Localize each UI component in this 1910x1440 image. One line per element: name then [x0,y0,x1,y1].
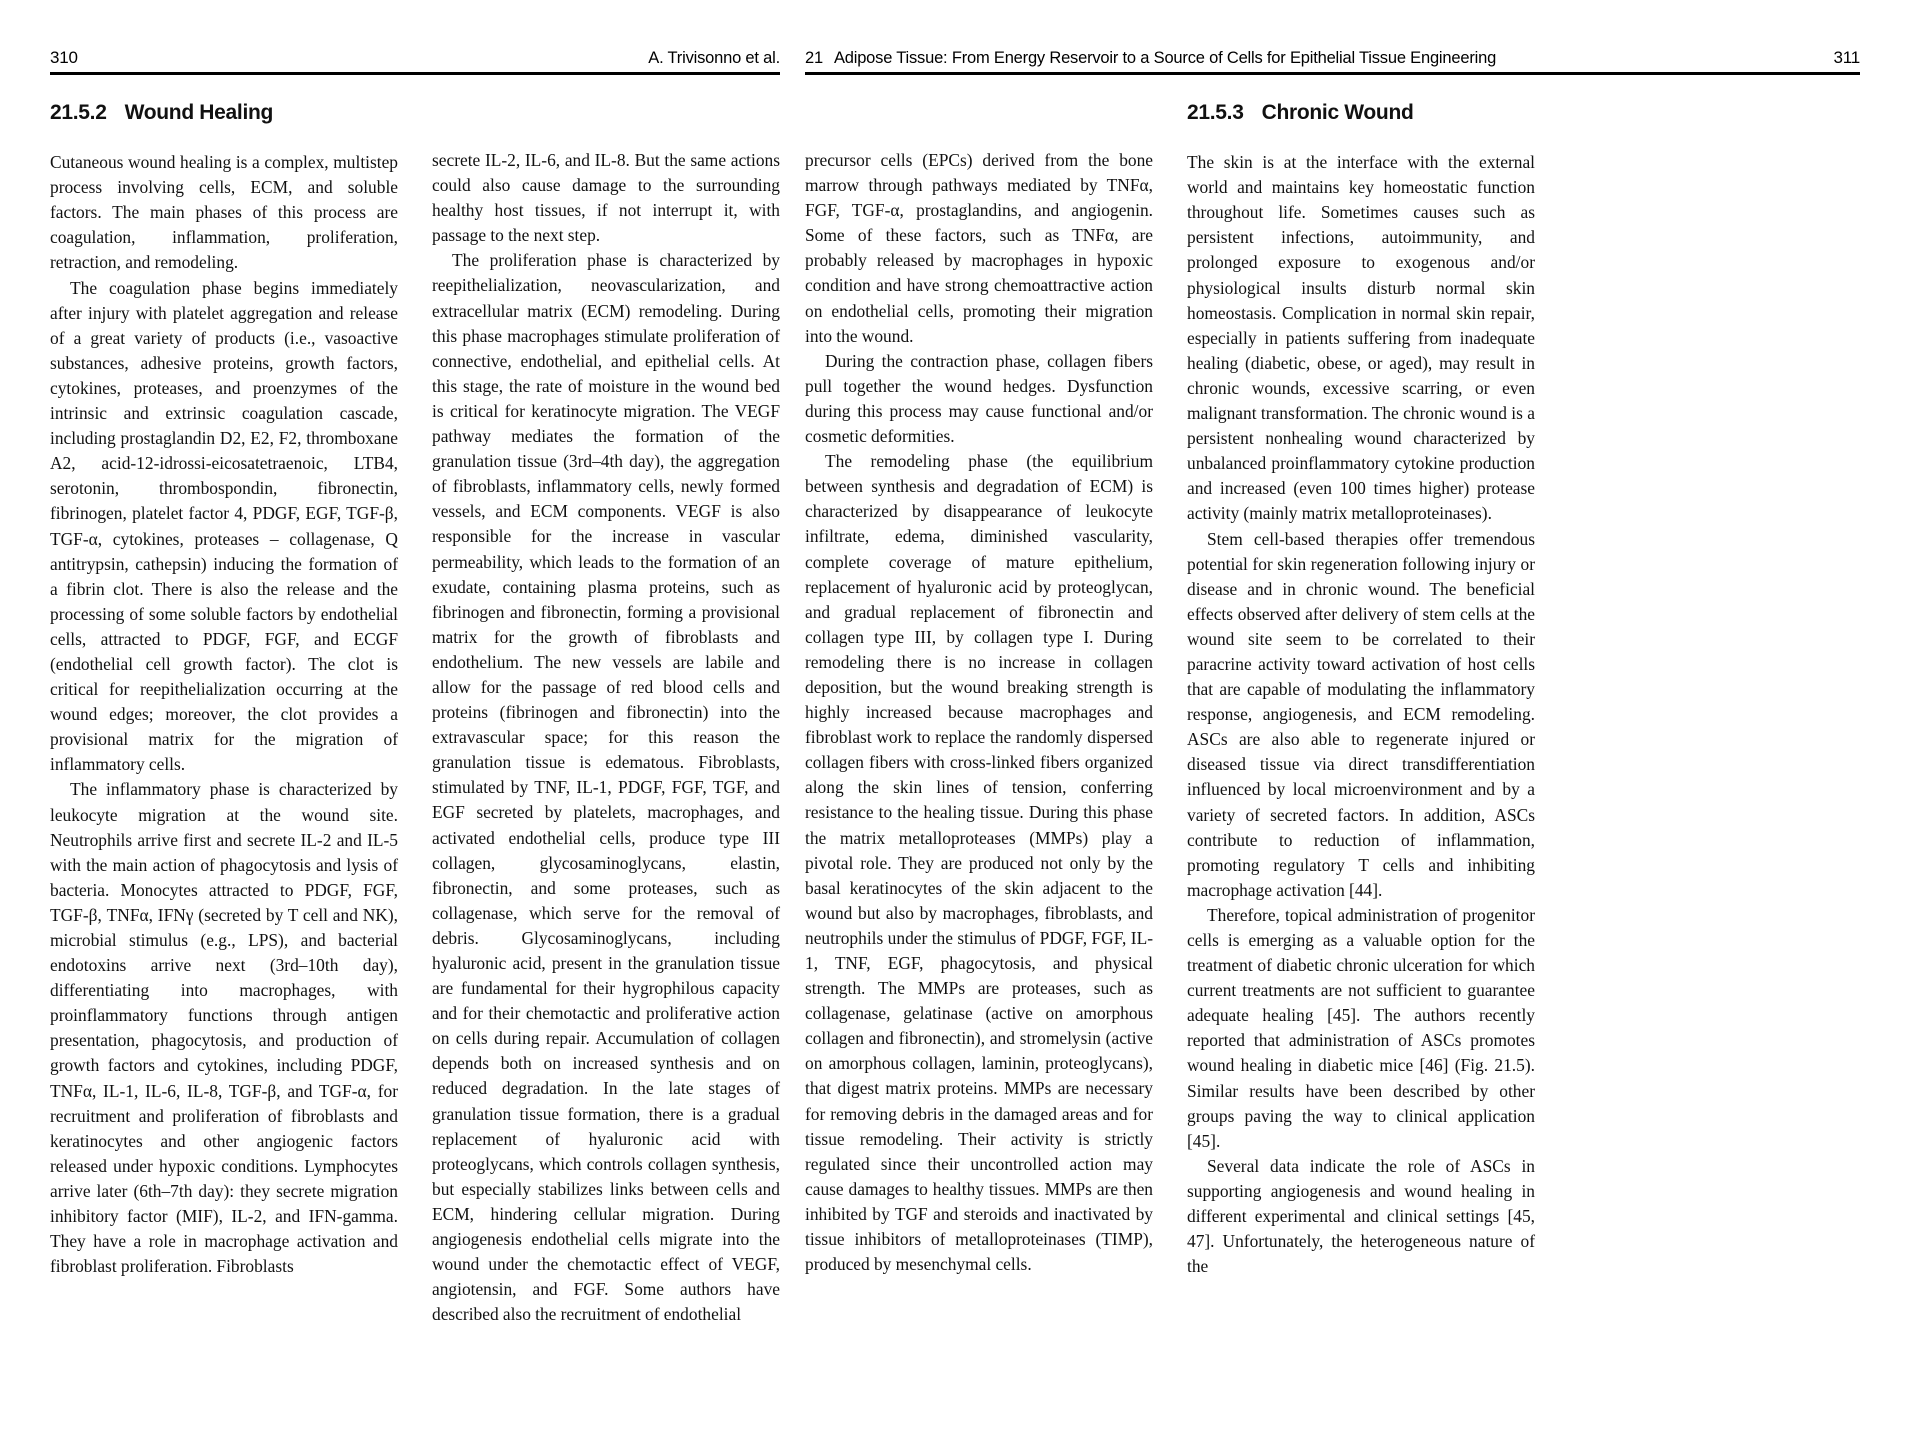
section-heading-21-5-2 [50,101,398,124]
column-top-spacer [805,101,1153,148]
page-number-right: 311 [1833,48,1860,67]
section-title: Wound Healing [124,101,274,124]
paragraph: Therefore, topical administration of progenitor cells is emerging as a valuable option for the treatment of diabetic chronic ulceration for which current treatments are not sufficient to guarantee adequate healing [45]. The authors recently reported that administration of ASCs promotes wound healing in diabetic mice [46] (Fig. 21.5). Similar results have been described by other groups paving the way to clinical application [45]. [1187,904,1535,1151]
running-head-chapter-title: Adipose Tissue: From Energy Reservoir to a Source of Cells for Epithelial Tissue Engineering [833,49,1497,67]
paragraph: Several data indicate the role of ASCs in supporting angiogenesis and wound healing in different experimental and clinical settings [45, 47]. Unfortunately, the heterogeneous nature of the [1187,1155,1535,1277]
chapter-number: 21 [805,49,823,67]
paragraph: The skin is at the interface with the external world and maintains key homeostatic function throughout life. Sometimes causes such as persistent infections, autoimmunity, and prolonged exposure to exogenous and/or physiological insults disturb normal skin homeostasis. Complication in normal skin repair, especially in patients suffering from inadequate healing (diabetic, obese, or aged), may result in chronic wounds, excessive scarring, or even malignant transformation. The chronic wound is a persistent nonhealing wound characterized by unbalanced proinflammatory cytokine production and increased (even 100 times higher) protease activity (mainly matrix metalloproteinases). [1187,152,1535,524]
section-title: Chronic Wound [1261,101,1414,124]
paragraph: secrete IL-2, IL-6, and IL-8. But the same actions could also cause damage to the surrounding healthy host tissues, if not interrupt it, with passage to the next step. [432,150,780,246]
paragraph: The remodeling phase (the equilibrium between synthesis and degradation of ECM) is characterized by disappearance of leukocyte infiltrate, edema, diminished vascularity, complete coverage of mature epithelium, replacement of hyaluronic acid by proteoglycan, and gradual replacement of fibronectin and collagen type III, by collagen type I. During remodeling there is no increase in collagen deposition, but the wound breaking strength is highly increased because macrophages and fibroblast work to replace the randomly dispersed collagen fibers with cross-linked fibers organized along the skin lines of tension, conferring resistance to the healing tissue. During this phase the matrix metalloproteases (MMPs) play a pivotal role. They are produced not only by the basal keratinocytes of the skin adjacent to the wound but also by macrophages, fibroblasts, and neutrophils under the stimulus of PDGF, FGF, IL-1, TNF, EGF, phagocytosis, and physical strength. The MMPs are proteases, such as collagenase, gelatinase (active on amorphous collagen and fibronectin), and stromelysin (active on amorphous collagen, laminin, proteoglycans), that digest matrix proteins. MMPs are necessary for removing debris in the damaged areas and for tissue remodeling. Their activity is strictly regulated since their uncontrolled action may cause damages to healthy tissues. MMPs are then inhibited by TGF and steroids and inactivated by tissue inhibitors of metalloproteinases (TIMP), produced by mesenchymal cells. [805,451,1153,1275]
column-top-spacer [432,101,780,148]
section-heading-21-5-3 [1187,101,1535,124]
paragraph: During the contraction phase, collagen fibers pull together the wound hedges. Dysfunction during this process may cause functional and/or cosmetic deformities. [805,350,1153,447]
column-right-2 [1187,101,1535,1279]
header-rule-right [805,72,1860,75]
paragraph: The proliferation phase is characterized by reepithelialization, neovascularization, and extracellular matrix (ECM) remodeling. During this phase macrophages stimulate proliferation of connective, endothelial, and epithelial cells. At this stage, the rate of moisture in the wound bed is critical for keratinocyte migration. The VEGF pathway mediates the formation of the granulation tissue (3rd–4th day), the aggregation of fibroblasts, inflammatory cells, newly formed vessels, and ECM components. VEGF is also responsible for the increase in vascular permeability, which leads to the formation of an exudate, containing plasma proteins, such as fibrinogen and fibronectin, forming a provisional matrix for the growth of fibroblasts and endothelium. The new vessels are labile and allow for the passage of red blood cells and proteins (fibrinogen and fibronectin) into the extravascular space; for this reason the granulation tissue is edematous. Fibroblasts, stimulated by TNF, IL-1, PDGF, FGF, TGF, and EGF secreted by platelets, macrophages, and activated endothelial cells, produce type III collagen, glycosaminoglycans, elastin, fibronectin, and some proteases, such as collagenase, which serve for the removal of debris. Glycosaminoglycans, including hyaluronic acid, present in the granulation tissue are fundamental for their hygrophilous capacity and for their chemotactic and proliferative action on cells during repair. Accumulation of collagen depends both on increased synthesis and on reduced degradation. In the late stages of granulation tissue formation, there is a gradual replacement of hyaluronic acid with proteoglycans, which controls collagen synthesis, but especially stabilizes links between cells and ECM, hindering cellular migration. During angiogenesis endothelial cells migrate into the wound under the chemotactic effect of VEGF, angiotensin, and FGF. Some authors have described also the recruitment of endothelial [432,250,780,1325]
column-left-2 [432,101,780,1327]
paragraph: Cutaneous wound healing is a complex, multistep process involving cells, ECM, and soluble factors. The main phases of this process are coagulation, inflammation, proliferation, retraction, and remodeling. [50,152,398,273]
paragraph: precursor cells (EPCs) derived from the bone marrow through pathways mediated by TNFα, FGF, TGF-α, prostaglandins, and angiogenin. Some of these factors, such as TNFα, are probably released by macrophages in hypoxic condition and have strong chemoattractive action on endothelial cells, promoting their migration into the wound. [805,150,1153,346]
page-right [790,0,1910,1440]
paragraph: Stem cell-based therapies offer tremendous potential for skin regeneration following injury or disease and in chronic wound. The beneficial effects observed after delivery of stem cells at the wound site seem to be correlated to their paracrine activity toward activation of host cells that are capable of modulating the inflammatory response, angiogenesis, and ECM remodeling. ASCs are also able to regenerate injured or diseased tissue via direct transdifferentiation influenced by local microenvironment and by a variety of secreted factors. In addition, ASCs contribute to reduction of inflammation, promoting regulatory T cells and inhibiting macrophage activation [44]. [1187,528,1535,900]
page-left [0,0,790,1440]
section-number: 21.5.2 [50,101,107,124]
columns-left [50,101,780,1327]
section-number: 21.5.3 [1187,101,1244,124]
running-head-right [805,28,1860,68]
column-right-1 [805,101,1153,1279]
page-number-left: 310 [50,48,78,67]
paragraph: The coagulation phase begins immediately after injury with platelet aggregation and release of a great variety of products (i.e., vasoactive substances, adhesive proteins, growth factors, cytokines, proteases, and proenzymes of the intrinsic and extrinsic coagulation cascade, including prostaglandin D2, E2, F2, thromboxane A2, acid-12-idrossi-eicosatetraenoic, LTB4, serotonin, thrombospondin, fibronectin, fibrinogen, platelet factor 4, PDGF, EGF, TGF-β, TGF-α, cytokines, proteases – collagenase, Q antitrypsin, cathepsin) inducing the formation of a fibrin clot. There is also the release and the processing of some soluble factors by endothelial cells, attracted to PDGF, FGF, and ECGF (endothelial cell growth factor). The clot is critical for reepithelialization occurring at the wound edges; moreover, the clot provides a provisional matrix for the migration of inflammatory cells. [50,277,398,775]
columns-right [805,101,1860,1279]
column-left-1 [50,101,398,1327]
header-rule-left [50,72,780,75]
running-head-left [50,28,780,68]
running-head-author: A. Trivisonno et al. [648,49,780,67]
paragraph: The inflammatory phase is characterized by leukocyte migration at the wound site. Neutrophils arrive first and secrete IL-2 and IL-5 with the main action of phagocytosis and lysis of bacteria. Monocytes attracted to PDGF, FGF, TGF-β, TNFα, IFNγ (secreted by T cell and NK), microbial stimulus (e.g., LPS), and bacterial endotoxins arrive next (3rd–10th day), differentiating into macrophages, with proinflammatory functions through antigen presentation, phagocytosis, and production of growth factors and cytokines, including PDGF, TNFα, IL-1, IL-6, IL-8, TGF-β, and TGF-α, for recruitment and proliferation of fibroblasts and keratinocytes and other angiogenic factors released under hypoxic conditions. Lymphocytes arrive later (6th–7th day): they secrete migration inhibitory factor (MIF), IL-2, and IFN-gamma. They have a role in macrophage activation and fibroblast proliferation. Fibroblasts [50,779,398,1277]
